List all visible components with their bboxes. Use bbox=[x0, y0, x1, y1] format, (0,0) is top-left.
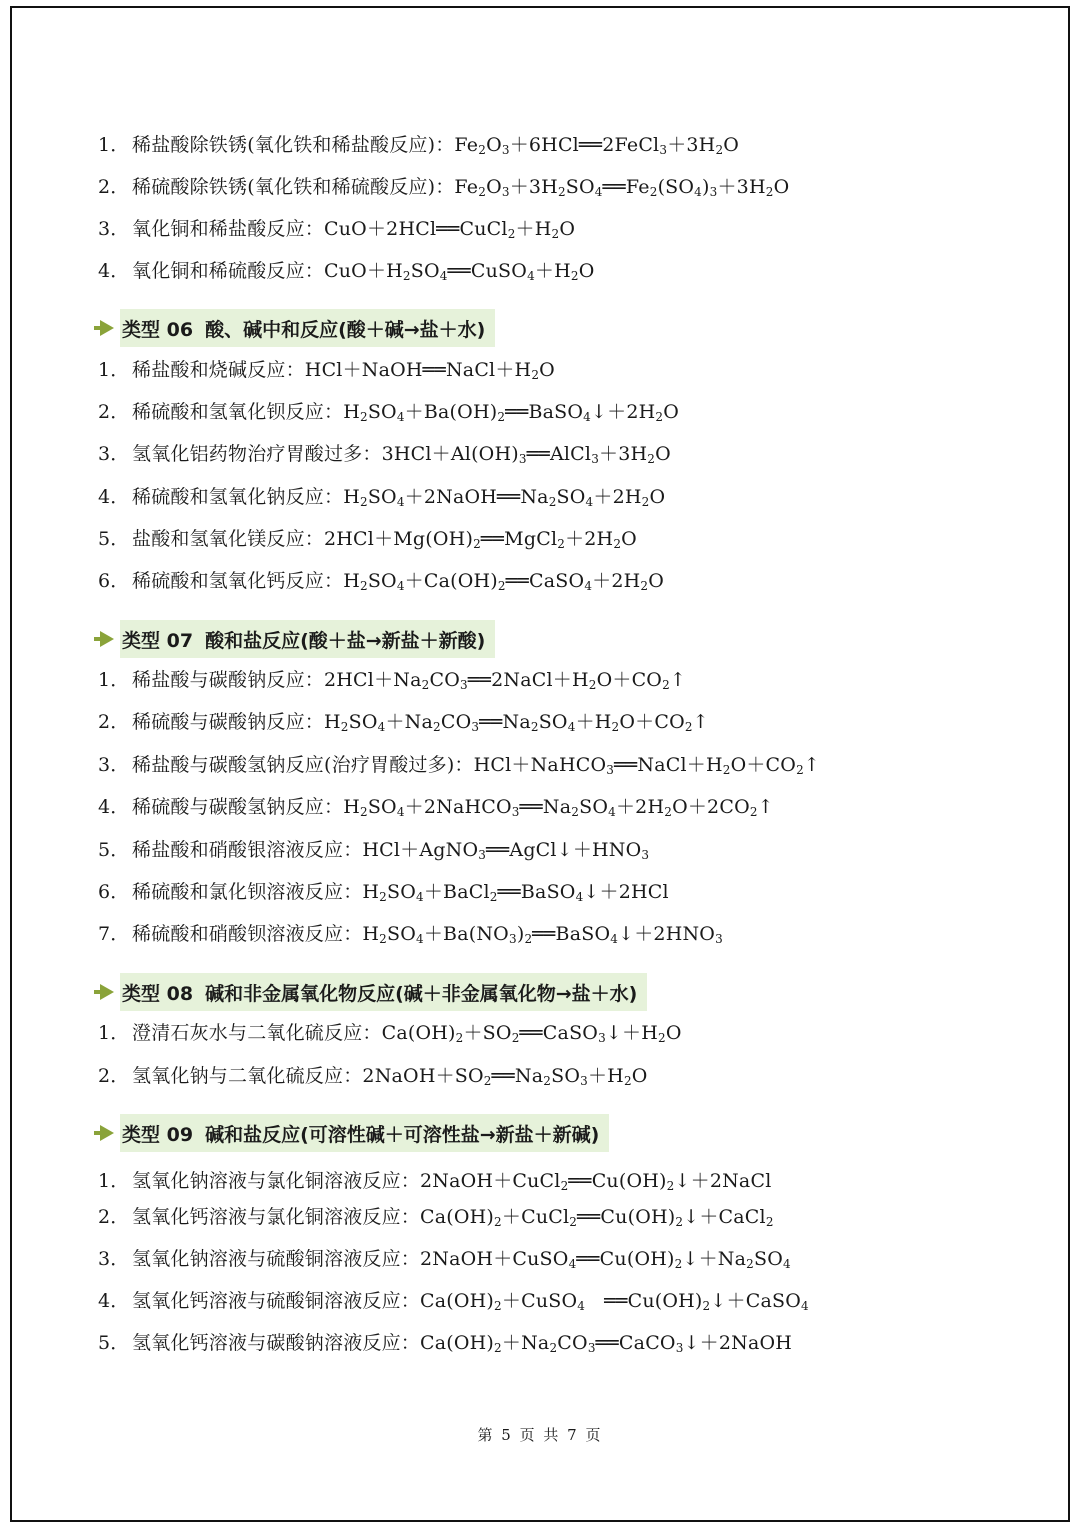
item-number: 4． bbox=[98, 260, 130, 282]
section-heading bbox=[100, 1114, 609, 1152]
item-number: 1． bbox=[98, 1170, 130, 1192]
equation-text: 稀硫酸和硝酸钡溶液反应：$H_2SO_4+Ba(NO_3)_2══BaSO_4↓+2HNO_3$ bbox=[132, 923, 723, 946]
item-number: 2． bbox=[98, 711, 130, 733]
arrow-icon bbox=[100, 631, 114, 647]
equation-item bbox=[98, 1246, 791, 1272]
item-number: 5． bbox=[98, 839, 130, 861]
item-number: 6． bbox=[98, 570, 130, 592]
equation-text: 稀硫酸除铁锈(氧化铁和稀硫酸反应)：$Fe_2O_3+3H_2SO_4══Fe_2(SO_4)_3+3H_2O$ bbox=[132, 176, 790, 199]
equation-item bbox=[98, 174, 789, 200]
equation-text: 氢氧化钠溶液与硫酸铜溶液反应：$2NaOH+CuSO_4══Cu(OH)_2↓+Na_2SO_4$ bbox=[132, 1248, 791, 1271]
equation-text: 稀盐酸与碳酸钠反应：$2HCl+Na_2CO_3══2NaCl+H_2O+CO_2↑$ bbox=[132, 669, 687, 692]
section-tag: 类型 09 bbox=[122, 1123, 194, 1146]
item-number: 1． bbox=[98, 134, 130, 156]
page-frame bbox=[10, 6, 1070, 1522]
equation-item bbox=[98, 752, 820, 778]
section-heading bbox=[100, 309, 495, 347]
equation-text: 氧化铜和稀盐酸反应：$CuO+2HCl══CuCl_2+H_2O$ bbox=[132, 218, 576, 241]
section-tag: 类型 08 bbox=[122, 982, 194, 1005]
section-heading bbox=[100, 620, 495, 658]
equation-text: 稀硫酸和氢氧化钙反应：$H_2SO_4+Ca(OH)_2══CaSO_4+2H_2O$ bbox=[132, 570, 665, 593]
arrow-icon bbox=[100, 984, 114, 1000]
equation-text: 氢氧化钠溶液与氯化铜溶液反应：$2NaOH+CuCl_2══Cu(OH)_2↓+2NaCl$ bbox=[132, 1170, 772, 1193]
item-number: 3． bbox=[98, 754, 130, 776]
equation-item bbox=[98, 1063, 648, 1089]
equation-text: 氢氧化钙溶液与氯化铜溶液反应：$Ca(OH)_2+CuCl_2══Cu(OH)_2↓+CaCl_2$ bbox=[132, 1206, 774, 1229]
equation-text: 稀硫酸与碳酸氢钠反应：$H_2SO_4+2NaHCO_3══Na_2SO_4+2H_2O+2CO_2↑$ bbox=[132, 796, 774, 819]
equation-text: 稀硫酸与碳酸钠反应：$H_2SO_4+Na_2CO_3══Na_2SO_4+H_2O+CO_2↑$ bbox=[132, 711, 709, 734]
item-number: 2． bbox=[98, 176, 130, 198]
section-title: 酸、碱中和反应(酸＋碱→盐＋水) bbox=[205, 318, 486, 341]
equation-text: 稀硫酸和氯化钡溶液反应：$H_2SO_4+BaCl_2══BaSO_4↓+2HCl$ bbox=[132, 881, 669, 904]
equation-item bbox=[98, 1330, 792, 1356]
equation-item bbox=[98, 399, 679, 425]
equation-item bbox=[98, 879, 669, 905]
item-number: 4． bbox=[98, 796, 130, 818]
item-number: 1． bbox=[98, 359, 130, 381]
page-footer: 第 5 页 共 7 页 bbox=[477, 1426, 603, 1444]
section-heading bbox=[100, 973, 647, 1011]
item-number: 4． bbox=[98, 486, 130, 508]
equation-text: 稀盐酸除铁锈(氧化铁和稀盐酸反应)：$Fe_2O_3+6HCl══2FeCl_3+3H_2O$ bbox=[132, 134, 740, 157]
equation-item bbox=[98, 1168, 771, 1194]
arrow-icon bbox=[100, 1125, 114, 1141]
section-tag: 类型 06 bbox=[122, 318, 194, 341]
equation-text: 氢氧化钙溶液与硫酸铜溶液反应：$Ca(OH)_2+CuSO_4$ $══Cu(OH)_2↓+CaSO_4$ bbox=[132, 1290, 809, 1313]
item-number: 1． bbox=[98, 669, 130, 691]
equation-text: 澄清石灰水与二氧化硫反应：$Ca(OH)_2+SO_2══CaSO_3↓+H_2O$ bbox=[132, 1022, 682, 1045]
equation-text: 氢氧化钙溶液与碳酸钠溶液反应：$Ca(OH)_2+Na_2CO_3══CaCO_3↓+2NaOH$ bbox=[132, 1332, 793, 1355]
item-number: 2． bbox=[98, 1206, 130, 1228]
equation-item bbox=[98, 484, 665, 510]
equation-text: 稀硫酸和氢氧化钡反应：$H_2SO_4+Ba(OH)_2══BaSO_4↓+2H_2O$ bbox=[132, 401, 680, 424]
equation-item bbox=[98, 357, 555, 383]
equation-item bbox=[98, 1288, 809, 1314]
heading-band bbox=[120, 973, 647, 1011]
equation-item bbox=[98, 216, 575, 242]
equation-text: 稀盐酸和硝酸银溶液反应：$HCl+AgNO_3══AgCl↓+HNO_3$ bbox=[132, 839, 650, 862]
equation-text: 稀盐酸和烧碱反应：$HCl+NaOH══NaCl+H_2O$ bbox=[132, 359, 555, 382]
arrow-icon bbox=[100, 320, 114, 336]
item-number: 4． bbox=[98, 1290, 130, 1312]
item-number: 7． bbox=[98, 923, 130, 945]
heading-band bbox=[120, 1114, 609, 1152]
equation-text: 稀硫酸和氢氧化钠反应：$H_2SO_4+2NaOH══Na_2SO_4+2H_2O$ bbox=[132, 486, 666, 509]
item-number: 3． bbox=[98, 443, 130, 465]
equation-text: 氢氧化钠与二氧化硫反应：$2NaOH+SO_2══Na_2SO_3+H_2O$ bbox=[132, 1065, 648, 1088]
section-title: 碱和盐反应(可溶性碱＋可溶性盐→新盐＋新碱) bbox=[205, 1123, 600, 1146]
equation-item bbox=[98, 837, 649, 863]
item-number: 2． bbox=[98, 1065, 130, 1087]
equation-item bbox=[98, 132, 739, 158]
equation-text: 氧化铜和稀硫酸反应：$CuO+H_2SO_4══CuSO_4+H_2O$ bbox=[132, 260, 595, 283]
section-tag: 类型 07 bbox=[122, 629, 194, 652]
equation-item bbox=[98, 526, 637, 552]
heading-band bbox=[120, 309, 495, 347]
heading-band bbox=[120, 620, 495, 658]
equation-item bbox=[98, 258, 595, 284]
equation-item bbox=[98, 1020, 682, 1046]
section-title: 碱和非金属氧化物反应(碱＋非金属氧化物→盐＋水) bbox=[205, 982, 638, 1005]
item-number: 5． bbox=[98, 528, 130, 550]
equation-item bbox=[98, 921, 723, 947]
item-number: 6． bbox=[98, 881, 130, 903]
item-number: 1． bbox=[98, 1022, 130, 1044]
equation-item bbox=[98, 709, 709, 735]
item-number: 5． bbox=[98, 1332, 130, 1354]
equation-item bbox=[98, 794, 774, 820]
section-title: 酸和盐反应(酸＋盐→新盐＋新酸) bbox=[205, 629, 486, 652]
equation-item bbox=[98, 441, 671, 467]
item-number: 3． bbox=[98, 218, 130, 240]
item-number: 3． bbox=[98, 1248, 130, 1270]
equation-text: 稀盐酸与碳酸氢钠反应(治疗胃酸过多)：$HCl+NaHCO_3══NaCl+H_2O+CO_2↑$ bbox=[132, 754, 821, 777]
equation-text: 盐酸和氢氧化镁反应：$2HCl+Mg(OH)_2══MgCl_2+2H_2O$ bbox=[132, 528, 637, 551]
equation-item bbox=[98, 667, 686, 693]
equation-item bbox=[98, 568, 664, 594]
equation-item bbox=[98, 1204, 774, 1230]
equation-text: 氢氧化铝药物治疗胃酸过多：$3HCl+Al(OH)_3══AlCl_3+3H_2O$ bbox=[132, 443, 671, 466]
item-number: 2． bbox=[98, 401, 130, 423]
